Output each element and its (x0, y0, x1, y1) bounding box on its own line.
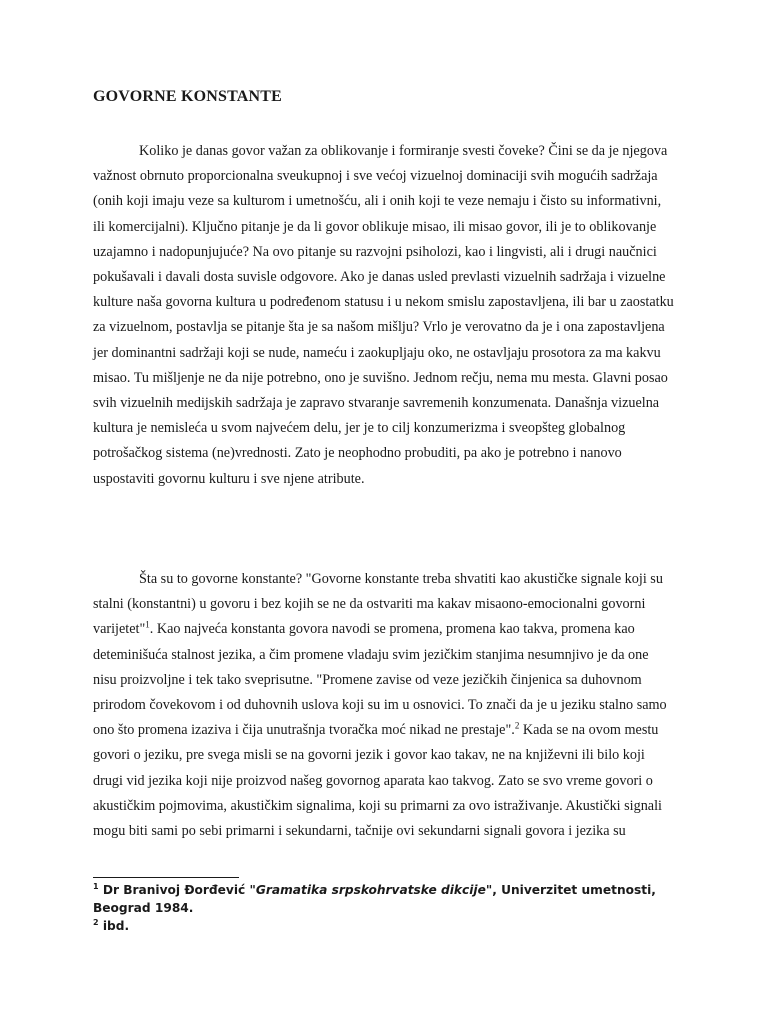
footnote-ref-1[interactable]: 1 (145, 619, 150, 630)
footnote-2-number: 2 (93, 917, 99, 927)
paragraph-2-text-b: . Kao najveća konstanta govora navodi se promena, promena kao takva, promena kao deteminišuća stalnost jezika, a čim promene vladaju svim jezičkim stanjima nesumnjivo je da one nisu proizvoljne i tek tako sveprisutne. "Promene zavise od veze jezičkih činjenica sa duhovnom prirodom čovekovom i od duhovnih uslova koji su im u osnovici. To znači da je u jeziku stalno samo ono što promena izaziva i čija unutrašnja tvoračka moć nikad ne prestaje". (93, 621, 667, 739)
footnote-1-number: 1 (93, 881, 99, 891)
paragraph-1-text: Koliko je danas govor važan za oblikovanje i formiranje svesti čoveke? Čini se da je njegova važnost obrnuto proporcionalna sveukupnoj i sve većoj vizuelnoj dominaciji svih mogućih sadržaja (onih koji imaju veze sa kulturom i umetnošću, ali i onih koji te veze nemaju i čisto su informativni, ili komercijalni). Ključno pitanje je da li govor oblikuje misao, ili misao govor, ili je to oblikovanje uzajamno i nadopunjujuće? Na ovo pitanje su razvojni psiholozi, kao i lingvisti, ali i drugi naučnici pokušavali i davali dosta suvisle odgovore. Ako je danas usled prevlasti vizuelnih sadržaja i vizuelne kulture naša govorna kultura u podređenom statusu i u nekom smislu zapostavljena, ili bar u zaostatku za vizuelnom, postavlja se pitanje šta je sa našom mišlju? Vrlo je verovatno da je i ona zapostavljena jer dominantni sadržaji koji se nude, nameću i zaokupljaju oko, ne ostavljaju prosotora za ma kakvu misao. Tu mišljenje ne da nije potrebno, ono je suvišno. Jednom rečju, nema mu mesta. Glavni posao svih vizuelnih medijskih sadržaja je zapravo stvaranje savremenih konzumenata. Današnja vizuelna kultura je nemislеća u svom najvećem delu, jer je to cilj konzumerizma i sveopšteg globalnog potrošačkog sistema (ne)vrednosti. Zato je neophodno probuditi, pa ako je potrebno i nanovo uspostaviti govornu kulturu i sve njene atribute. (93, 143, 674, 487)
footnote-2 (93, 917, 683, 935)
paragraph-1 (93, 139, 675, 492)
footnote-1-publisher: , Univerzitet umetnosti, Beograd 1984. (93, 883, 656, 915)
footnote-1 (93, 881, 683, 917)
paragraph-2-text-c: Kada se na ovom mestu govori o jeziku, pre svega misli se na govorni jezik i govor kao takav, ne na književni ili bilo koji drugi vid jezika koji nije proizvod našeg govornog aparata kao takvog. Zato se svo vreme govori o akustičkim pojmovima, akustičkim signalima, koji su primarni za ovo istraživanje. Akustički signali mogu biti sami po sebi primarni i sekundarni, tačnije ovi sekundarni signali govora i jezika su (93, 722, 662, 840)
footnote-2-text: ibd. (102, 919, 130, 933)
footnote-1-author: Dr Branivoj Đorđević (102, 883, 250, 897)
paragraph-2 (93, 567, 675, 844)
footnotes (93, 881, 683, 935)
footnote-ref-2[interactable]: 2 (514, 720, 520, 731)
paragraph-2-text-a: Šta su to govorne konstante? "Govorne konstante treba shvatiti kao akustičke signale koji su stalni (konstantni) u govoru i bez kojih se ne da ostvariti ma kakav misaono-emocionalni govorni varijetet" (93, 571, 663, 638)
footnote-1-work: "Gramatika srpskohrvatske dikcije" (249, 883, 493, 897)
page-title: GOVORNE KONSTANTE (93, 88, 283, 105)
footnote-separator (93, 877, 239, 878)
